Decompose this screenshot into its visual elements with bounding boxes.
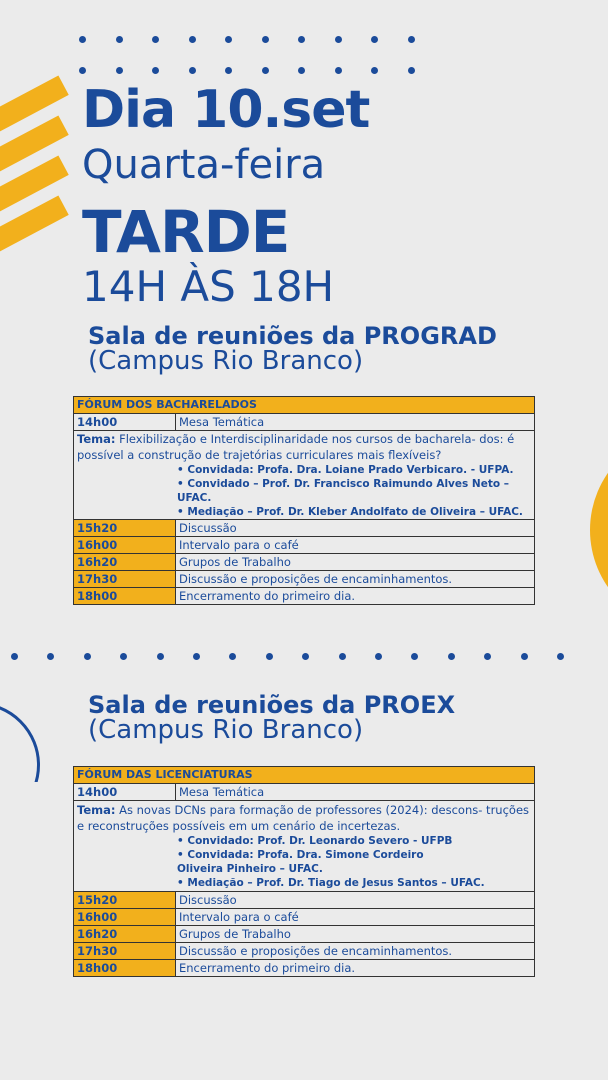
decorative-dot	[298, 36, 305, 43]
schedule-time: 14h00	[74, 414, 176, 431]
tema-label: Tema:	[77, 803, 116, 817]
decorative-dot	[371, 36, 378, 43]
schedule-time: 16h20	[74, 554, 176, 571]
decorative-dot	[225, 36, 232, 43]
decorative-dot	[157, 653, 164, 660]
decorative-dot	[411, 653, 418, 660]
event-date: Dia 10.set	[82, 80, 370, 140]
decorative-dot	[262, 67, 269, 74]
event-period: TARDE	[82, 198, 290, 266]
room-campus: (Campus Rio Branco)	[88, 346, 364, 376]
decorative-dot	[79, 36, 86, 43]
decorative-dot	[408, 36, 415, 43]
tema-description	[74, 431, 535, 520]
forum-title: FÓRUM DAS LICENCIATURAS	[74, 767, 535, 784]
decorative-dot	[339, 653, 346, 660]
schedule-table-licenciaturas	[73, 766, 535, 977]
schedule-time: 17h30	[74, 571, 176, 588]
schedule-time: 16h20	[74, 926, 176, 943]
speaker-line: • Mediação – Prof. Dr. Tiago de Jesus Santos – UFAC.	[177, 877, 485, 889]
decorative-dot	[84, 653, 91, 660]
tema-text: Flexibilização e Interdisciplinaridade nos cursos de bacharela- dos: é possível a construção de trajetórias curriculares mais flexíveis?	[77, 432, 515, 462]
schedule-time: 15h20	[74, 892, 176, 909]
speaker-line: • Convidada: Profa. Dra. Loiane Prado Verbicaro. - UFPA.	[177, 464, 514, 476]
decorative-dot	[302, 653, 309, 660]
schedule-activity: Grupos de Trabalho	[176, 554, 535, 571]
room-title: Sala de reuniões da PROEX	[88, 691, 456, 719]
decorative-dot	[79, 67, 86, 74]
decorative-dot	[335, 67, 342, 74]
room-campus: (Campus Rio Branco)	[88, 715, 364, 745]
decorative-yellow-circle	[590, 430, 608, 630]
decorative-dot	[335, 36, 342, 43]
decorative-dot	[298, 67, 305, 74]
decorative-dot	[225, 67, 232, 74]
decorative-dot	[448, 653, 455, 660]
decorative-dot	[47, 653, 54, 660]
decorative-dot	[371, 67, 378, 74]
schedule-activity: Intervalo para o café	[176, 909, 535, 926]
decorative-dot	[375, 653, 382, 660]
schedule-time: 16h00	[74, 909, 176, 926]
schedule-activity: Encerramento do primeiro dia.	[176, 588, 535, 605]
schedule-activity: Discussão e proposições de encaminhamentos.	[176, 943, 535, 960]
decorative-dot	[557, 653, 564, 660]
speaker-line: • Convidado: Prof. Dr. Leonardo Severo - UFPB	[177, 835, 453, 847]
speaker-line: • Convidado – Prof. Dr. Francisco Raimundo Alves Neto – UFAC.	[177, 478, 509, 504]
schedule-time: 15h20	[74, 520, 176, 537]
schedule-time: 17h30	[74, 943, 176, 960]
decorative-dot	[116, 36, 123, 43]
decorative-dot	[120, 653, 127, 660]
tema-description	[74, 801, 535, 892]
speaker-line: • Mediação – Prof. Dr. Kleber Andolfato de Oliveira – UFAC.	[177, 506, 523, 518]
speaker-line: • Convidada: Profa. Dra. Simone Cordeiro	[177, 849, 424, 861]
schedule-activity: Discussão e proposições de encaminhamentos.	[176, 571, 535, 588]
decorative-dot	[116, 67, 123, 74]
schedule-activity: Discussão	[176, 520, 535, 537]
decorative-stripe	[0, 195, 69, 266]
decorative-dot	[152, 67, 159, 74]
decorative-dot	[189, 36, 196, 43]
decorative-dot	[193, 653, 200, 660]
schedule-activity: Encerramento do primeiro dia.	[176, 960, 535, 977]
decorative-dot	[11, 653, 18, 660]
event-time: 14H ÀS 18H	[82, 262, 335, 311]
decorative-dot	[521, 653, 528, 660]
room-title: Sala de reuniões da PROGRAD	[88, 322, 497, 350]
tema-text: As novas DCNs para formação de professores (2024): descons- truções e reconstruções possíveis em um cenário de incertezas.	[77, 803, 530, 833]
schedule-time: 14h00	[74, 784, 176, 801]
schedule-activity: Intervalo para o café	[176, 537, 535, 554]
decorative-dot	[408, 67, 415, 74]
decorative-dot	[266, 653, 273, 660]
schedule-activity: Grupos de Trabalho	[176, 926, 535, 943]
decorative-dot	[262, 36, 269, 43]
schedule-time: 16h00	[74, 537, 176, 554]
schedule-table-bacharelados	[73, 396, 535, 605]
tema-label: Tema:	[77, 432, 116, 446]
schedule-activity: Mesa Temática	[176, 784, 535, 801]
schedule-activity: Discussão	[176, 892, 535, 909]
schedule-time: 18h00	[74, 588, 176, 605]
decorative-dot	[484, 653, 491, 660]
schedule-time: 18h00	[74, 960, 176, 977]
forum-title: FÓRUM DOS BACHARELADOS	[74, 397, 535, 414]
decorative-dot	[189, 67, 196, 74]
speaker-line: Oliveira Pinheiro – UFAC.	[177, 863, 323, 875]
schedule-activity: Mesa Temática	[176, 414, 535, 431]
decorative-dot	[229, 653, 236, 660]
decorative-dot	[152, 36, 159, 43]
event-weekday: Quarta-feira	[82, 142, 326, 188]
